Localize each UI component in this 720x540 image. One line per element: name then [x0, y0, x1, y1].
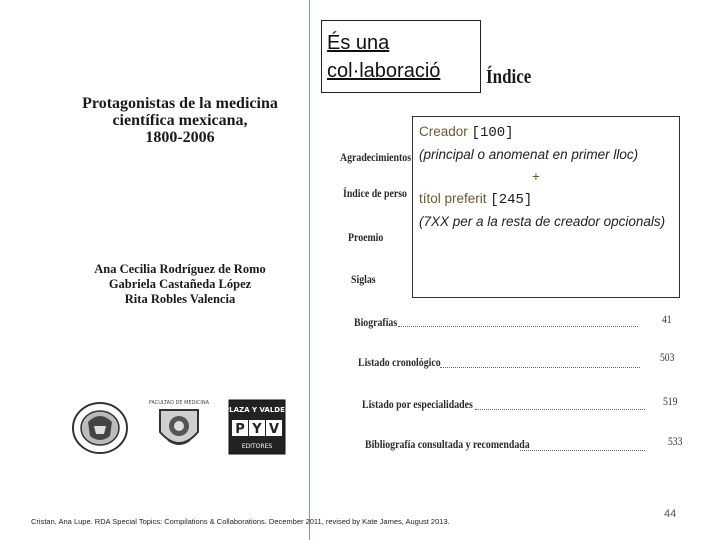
title-description: (7XX per a la resta de creador opcionals)	[419, 214, 666, 229]
svg-text:EDITORES: EDITORES	[241, 443, 273, 450]
page-number: 44	[664, 508, 677, 520]
toc-page-number: 41	[662, 312, 672, 326]
unam-seal-icon	[70, 400, 130, 456]
svg-text:V: V	[268, 422, 280, 437]
toc-entry: Índice de perso	[343, 186, 407, 200]
plaza-y-valdes-logo-icon	[224, 398, 290, 458]
footer-citation: Cristan, Ana Lupe. RDA Special Topics: Compilations & Collaborations. December 2011, revised by Kate James, August 2013.	[31, 517, 450, 526]
medicine-faculty-seal-icon	[150, 398, 208, 456]
toc-dots	[440, 366, 640, 368]
creator-label: Creador	[419, 124, 468, 139]
indice-heading: Índice	[486, 66, 532, 88]
collaboration-callout	[321, 20, 481, 93]
toc-entry: Siglas	[351, 272, 376, 286]
toc-dots	[398, 325, 638, 327]
toc-entry: Listado cronológico	[358, 355, 441, 369]
plus-sign: +	[532, 169, 540, 184]
toc-dots	[520, 449, 645, 451]
collaboration-callout-text: És una col·laboració	[327, 32, 441, 82]
creator-code: [100]	[471, 125, 514, 141]
toc-page-number: 503	[660, 350, 675, 364]
book-title: Protagonistas de la medicina científica mexicana, 1800-2006	[82, 95, 278, 146]
svg-text:Y: Y	[252, 422, 262, 437]
creator-description: (principal o anomenat en primer lloc)	[419, 147, 639, 162]
toc-entry: Agradecimientos	[340, 150, 412, 164]
toc-dots	[475, 408, 645, 410]
book-authors: Ana Cecilia Rodríguez de Romo Gabriela Castañeda López Rita Robles Valencia	[94, 262, 266, 306]
svg-text:FACULTAD DE MEDICINA: FACULTAD DE MEDICINA	[148, 400, 210, 406]
toc-entry: Bibliografía consultada y recomendada	[365, 437, 530, 451]
page-divider	[309, 0, 310, 540]
creator-line	[419, 121, 673, 144]
toc-entry: Biografías	[354, 315, 398, 329]
title-label: títol preferit	[419, 191, 487, 206]
title-line	[419, 188, 673, 211]
toc-page-number: 533	[668, 434, 683, 448]
toc-entry: Proemio	[348, 230, 384, 244]
toc-page-number: 519	[663, 394, 678, 408]
svg-text:PLAZA Y VALDES: PLAZA Y VALDES	[224, 406, 290, 414]
svg-text:P: P	[235, 422, 245, 437]
title-code: [245]	[490, 192, 533, 208]
toc-entry: Listado por especialidades	[362, 397, 473, 411]
note-box	[412, 116, 680, 298]
